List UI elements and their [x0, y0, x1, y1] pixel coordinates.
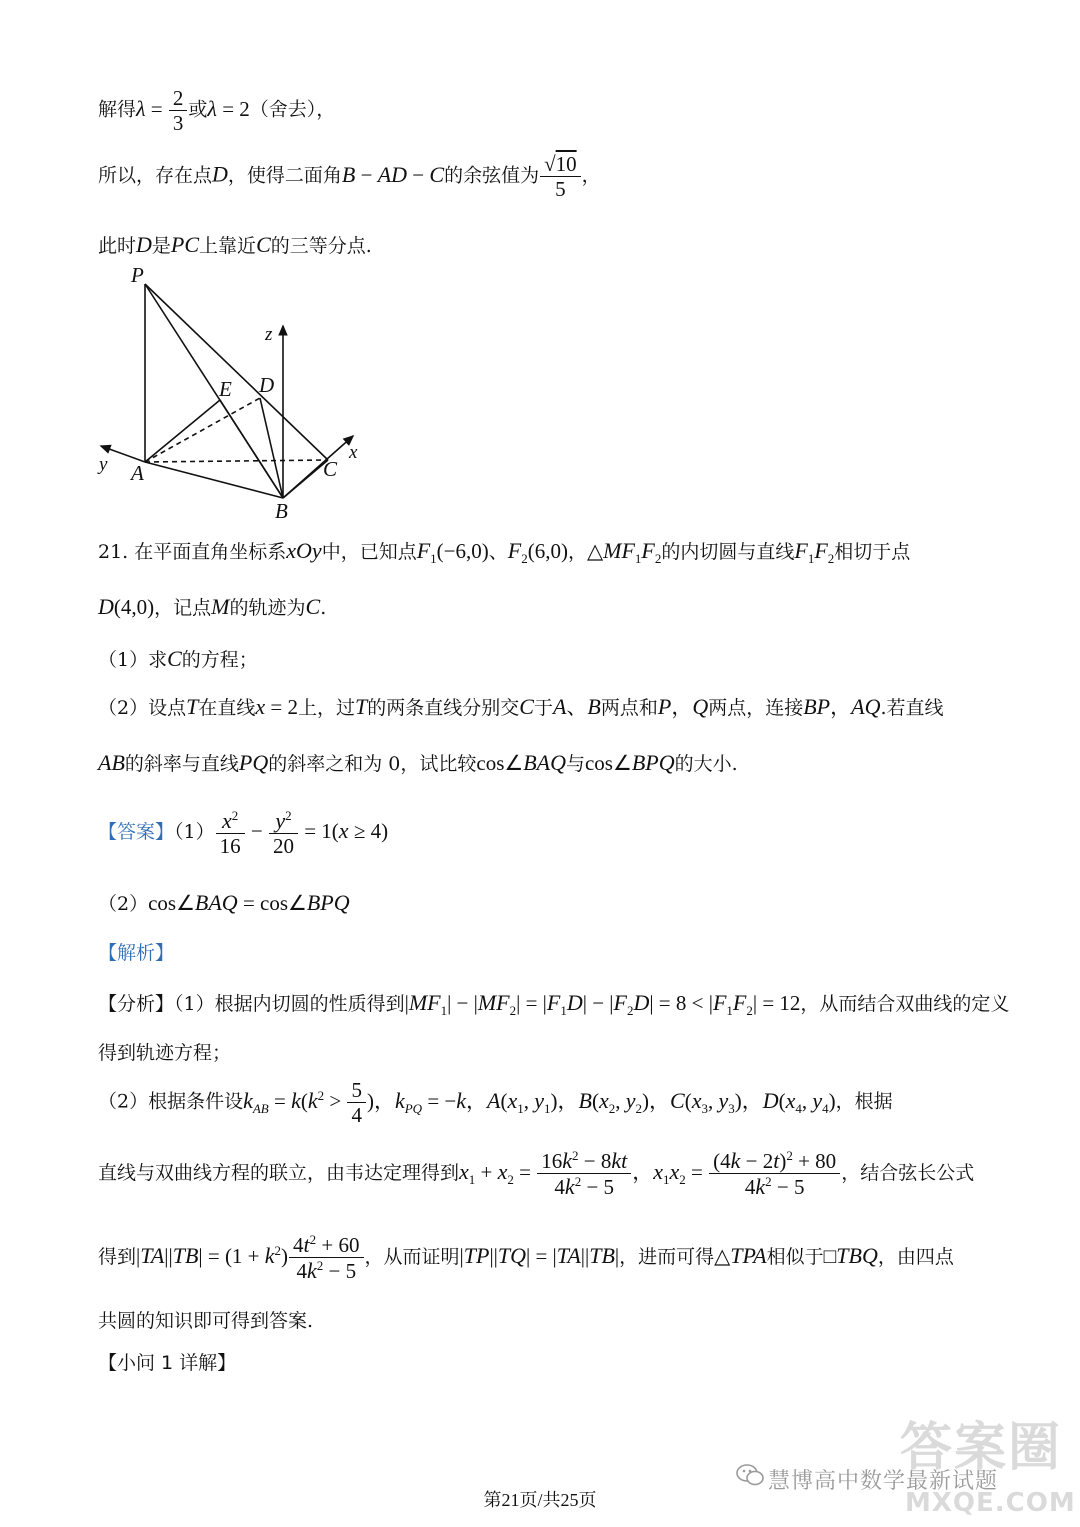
edge-AE [145, 400, 220, 462]
analysis-line2: 得到轨迹方程； [98, 1042, 232, 1064]
page-footer: 第21页/共25页 [483, 1490, 597, 1510]
question-21-part1: （1）求C的方程； [98, 646, 258, 671]
fraction-sqrt10-over-5: $\frac{√10}{5}$ [542, 152, 579, 201]
y-axis [101, 446, 145, 462]
analysis-line1: 【分析】（1）根据内切圆的性质得到$|MF_1| - |MF_2| = |F_1D| - |F_2D| = 8 < |F_1F_2| = 12$，从而结合双曲线的定义 [98, 990, 1010, 1019]
label-y: y [99, 454, 108, 475]
edge-AB [145, 462, 283, 498]
analysis-heading: 【解析】 [98, 942, 175, 964]
solution-line-lambda: 解得λ = $\frac{2}{3}$ 或λ = 2（舍去）， [98, 86, 336, 136]
watermark-url: MXQE.COM [905, 1488, 1076, 1518]
solution-line-trisection: 此时D是PC上靠近C的三等分点. [98, 232, 372, 257]
label-x: x [349, 442, 358, 463]
label-C: C [323, 457, 338, 481]
question-21-line1: 21. 在平面直角坐标系xOy中，已知点$F_1(-6,0)$、$F_2(6,0)$，$\triangle MF_1F_2$的内切圆与直线$F_1F_2$相切于点 [98, 538, 911, 567]
analysis-line3: （2）根据条件设$k_{AB} = k(k^2$ > $\frac{5}{4}$ )，$k_{PQ} = -k$，$A(x_1$, $y_1$)，$B(x_2$, $y_2$)，$C(x_3$, $y_3$)，$D(x_4$, $y_4$)，根据 [98, 1078, 893, 1128]
question-21-line2: D(4,0)，记点M的轨迹为C. [98, 594, 327, 619]
question-21-part2-line1: （2）设点T在直线x = 2上，过T的两条直线分别交C于A、B两点和P，Q两点，连接BP，AQ.若直线 [98, 694, 944, 719]
edge-AD-dashed [145, 398, 260, 462]
analysis-line6: 共圆的知识即可得到答案. [98, 1310, 314, 1332]
analysis-line5: 得到$|TA||TB| = (1 + k^2)$ $\frac{4t^2 + 60}{4k^2 - 5}$ ，从而证明|TP||TQ| = |TA||TB|，进而可得△TPA相似于□TBQ，由四点 [98, 1232, 954, 1284]
label-A: A [131, 461, 144, 485]
question-21-part2-line2: AB的斜率与直线PQ的斜率之和为 0，试比较cos∠BAQ与cos∠BPQ的大小. [98, 750, 738, 775]
x-axis [283, 436, 353, 498]
sub-question-1-heading: 【小问 1 详解】 [98, 1352, 237, 1374]
analysis-line4: 直线与双曲线方程的联立，由韦达定理得到$x_1 + x_2$ = $\frac{16k^2 - 8kt}{4k^2 - 5}$ ，$x_1x_2$ = $\frac{(4k - 2t)^2 + 80}{4k^2 - 5}$ ，结合弦长公式 [98, 1148, 975, 1200]
edge-AC-dashed [145, 460, 328, 462]
wechat-icon [736, 1462, 764, 1488]
label-B: B [275, 499, 288, 522]
label-P: P [131, 263, 144, 287]
edge-PC [145, 284, 328, 460]
answer-part1: 【答案】（1） $\frac{x^2}{16}$ − $\frac{y^2}{20}$ = 1(x ≥ 4) [98, 808, 389, 859]
label-E: E [219, 377, 232, 401]
fraction-two-thirds: $\frac{2}{3}$ [171, 86, 186, 135]
label-z: z [265, 324, 273, 345]
watermark-text: 慧博高中数学最新试题 [768, 1469, 999, 1494]
watermark-logo: 答案圈 [900, 1418, 1063, 1478]
answer-part2: （2）cos∠BAQ = cos∠BPQ [98, 890, 350, 915]
label-D: D [259, 373, 275, 397]
answer-tag: 【答案】 [98, 821, 175, 844]
solution-line-conclusion: 所以，存在点D，使得二面角B − AD − C的余弦值为 $\frac{√10}{5}$ ， [98, 152, 601, 202]
pyramid-coordinate-figure [95, 262, 385, 522]
